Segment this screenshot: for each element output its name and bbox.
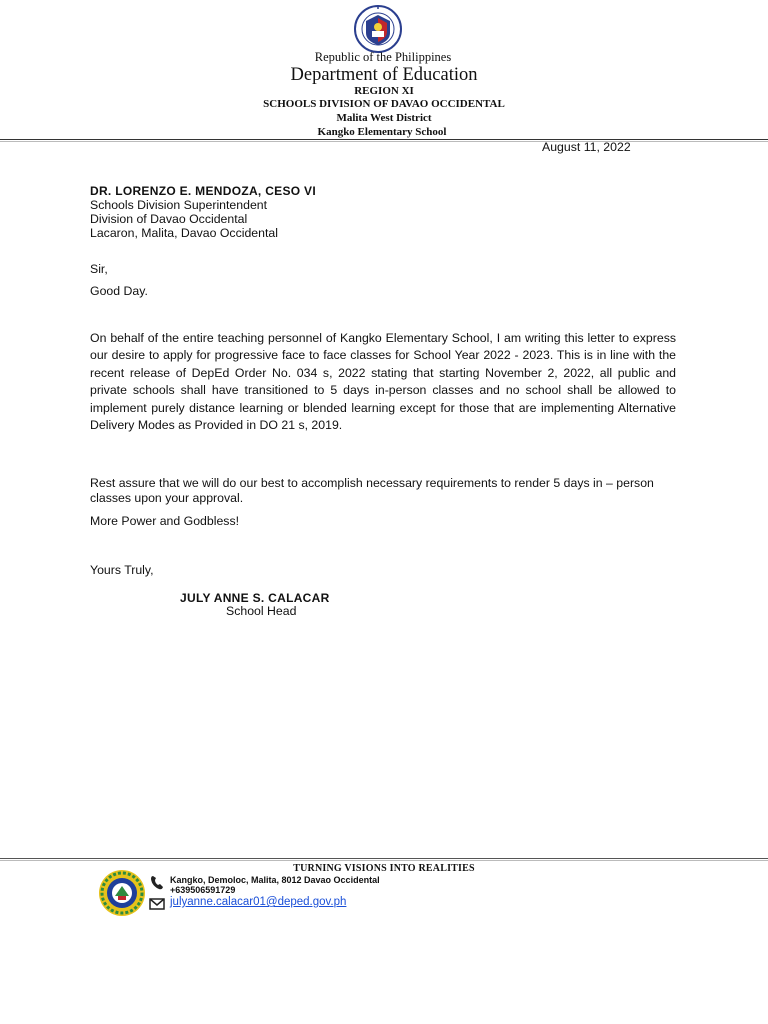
- recipient-office: Division of Davao Occidental: [90, 212, 248, 226]
- header-divider-shadow: [0, 141, 768, 142]
- header-divider: [0, 139, 768, 140]
- signatory-title: School Head: [226, 604, 297, 618]
- footer-motto: TURNING VISIONS INTO REALITIES: [293, 863, 475, 874]
- closing-wish: More Power and Godbless!: [90, 514, 240, 528]
- deped-seal-logo: [345, 4, 411, 54]
- school-seal-logo: [92, 868, 152, 918]
- footer-email-link[interactable]: julyanne.calacar01@deped.gov.ph: [170, 896, 347, 908]
- footer-address: Kangko, Demoloc, Malita, 8012 Davao Occidental: [170, 875, 380, 885]
- body-paragraph-1: On behalf of the entire teaching personnel of Kangko Elementary School, I am writing this letter to express our desire to apply for progressive face to face classes for School Year 2022 - 2023. This is in line with the recent release of DepEd Order No. 034 s, 2022 stating that starting November 2, 2022, all public and private schools shall have transitioned to 5 days in-person classes and no school shall be allowed to implement purely distance learning or blended learning except for those that are implementing Alternative Delivery Modes as Provided in DO 21 s, 2019.: [90, 331, 676, 433]
- greeting: Good Day.: [90, 284, 148, 298]
- letter-date: August 11, 2022: [542, 140, 631, 154]
- body-paragraph-2: Rest assure that we will do our best to accomplish necessary requirements to render 5 days in – person classes upon your approval.: [90, 476, 654, 505]
- republic-heading: Republic of the Philippines: [314, 50, 452, 64]
- department-heading: Department of Education: [290, 65, 478, 85]
- salutation: Sir,: [90, 262, 108, 276]
- division-heading: SCHOOLS DIVISION OF DAVAO OCCIDENTAL: [263, 98, 505, 110]
- phone-icon: [148, 874, 166, 892]
- footer-phone: +639506591729: [170, 885, 236, 895]
- recipient-name: DR. LORENZO E. MENDOZA, CESO VI: [90, 184, 316, 198]
- region-heading: REGION XI: [354, 85, 414, 97]
- complimentary-close: Yours Truly,: [90, 563, 154, 577]
- mail-icon: [148, 895, 166, 913]
- district-heading: Malita West District: [336, 112, 432, 124]
- school-heading: Kangko Elementary School: [317, 126, 447, 138]
- footer-divider: [0, 858, 768, 859]
- recipient-title: Schools Division Superintendent: [90, 198, 268, 212]
- footer-divider-shadow: [0, 860, 768, 861]
- signatory-name: JULY ANNE S. CALACAR: [180, 591, 330, 605]
- recipient-address: Lacaron, Malita, Davao Occidental: [90, 226, 278, 240]
